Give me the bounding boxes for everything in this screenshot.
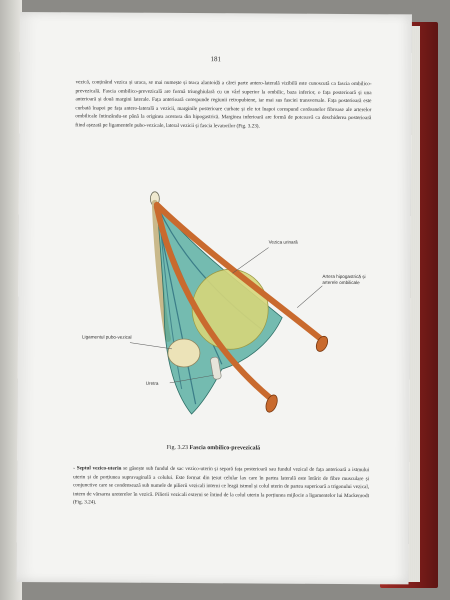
- paragraph-fascia: vezică, conținând vezica și uraca, se mai numește și teaca alantoidă a cărei parte antero-laterală vizibilă este cunoscută ca fascia ombilico-prevezicală. Fascia ombilico-prevezicală are formă triunghiulară cu un vârf superior la ombilic, baza inferior, o fața posterioară și una anterioară și două margini laterale. Fața anterioară corespunde regiunii retropubiene, iar mai sus fasciei transversale. Fața posterioară este curbată înapoi pe fața antero-laterală a vezicii, marginile posterioare curbate și ele tot înapoi corespund cordoanelor fibroase ale arterelor ombilicale întinzându-se până la originea acestora din hipogastrică. Marginea inferioară are formă de potcoavă ca deschiderea posterioară fiind așezată pe ligamentele pubo-vezicale, lateral vezicii și fascia levatorilor (Fig. 3.23).: [75, 79, 372, 130]
- figure-caption: [17, 444, 409, 452]
- paragraph-septum: [73, 464, 369, 509]
- label-ligament: Ligamentul pubo-vezical: [82, 334, 132, 340]
- label-artery: Artera hipogastrică și arterele ombilicale: [322, 273, 366, 286]
- septum-text: se găsește sub fundul de sac vezico-uterin și separă fața posterioară sau fundul vezical de fața anterioară a istmului uterin și de porțiunea supravaginală a colului. Este format din țesut celular lax care în partea laterală este întărit de fibre musculare și conjunctive care se condensează sub numele de pilierii vezicali interni ce leagă istmul și colul uterin de partea superioară a trigonului vezical, intern de vărsarea ureterelor în vezică. Pilierii vezicali externi se întind de la colul uterin la porțiunea mijlocie a ligamentelor lui Mackenrodt (Fig. 3.24).: [72, 465, 370, 506]
- fascia-illustration: [71, 188, 373, 440]
- anatomy-figure: [71, 188, 373, 440]
- book-page: [17, 12, 412, 584]
- caption-number: Fig. 3.23: [166, 444, 188, 452]
- label-urethra: Uretra: [145, 380, 159, 386]
- caption-title: Fascia ombilico-prevezicală: [189, 445, 261, 452]
- bladder-shape: [192, 269, 268, 349]
- pubovesical-ligament-shape: [168, 339, 200, 367]
- page-number: 181: [210, 55, 221, 64]
- septum-heading: - Septul vezico-uterin: [73, 465, 122, 472]
- label-bladder: Vezica urinară: [268, 239, 298, 245]
